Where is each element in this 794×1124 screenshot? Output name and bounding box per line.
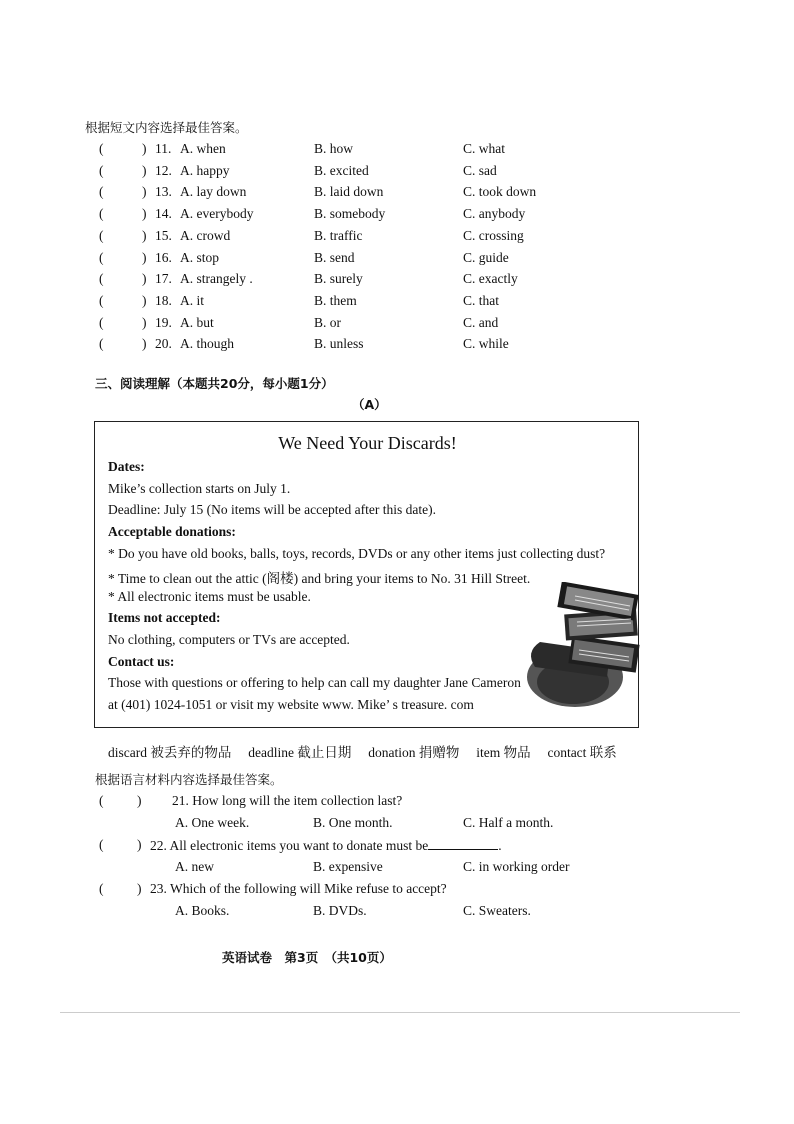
option-a: A. but [180, 314, 214, 330]
contact-heading: Contact us: [108, 654, 175, 669]
answer-paren: ( [99, 793, 104, 808]
passage-label: （A） [352, 397, 387, 412]
option-c: C. while [463, 336, 509, 352]
option-c: C. took down [463, 184, 537, 200]
section-heading: 三、阅读理解（本题共20分，每小题1分） [95, 376, 334, 391]
option-c: C. guide [463, 249, 509, 265]
cloze-instruction: 根据短文内容选择最佳答案。 [85, 120, 248, 135]
notice-line: No clothing, computers or TVs are accepted. [108, 632, 350, 647]
answer-paren: ( [99, 336, 104, 352]
notice-line: * Time to clean out the attic (阁楼) and bring your items to No. 31 Hill Street. [108, 571, 531, 586]
answer-paren: ( [99, 249, 104, 265]
answer-blank[interactable] [428, 837, 498, 850]
question-number: 18. [155, 292, 172, 308]
question-number: 13. [155, 184, 172, 200]
notice-box [94, 421, 639, 728]
answer-paren-close: ) [137, 881, 142, 896]
notice-line: * Do you have old books, balls, toys, records, DVDs or any other items just collecting dust? [108, 546, 606, 561]
option-c: C. sad [463, 162, 497, 178]
books-icon [527, 582, 640, 707]
notice-title: We Need Your Discards! [278, 433, 457, 453]
glossary: discard 被丢弃的物品 deadline 截止日期 donation 捐赠物 item 物品 contact 联系 [108, 745, 617, 760]
option-b: B. how [314, 141, 354, 156]
option-a: A. One week. [175, 815, 250, 830]
question-stem-end: . [498, 838, 502, 853]
answer-paren: ( [99, 184, 104, 200]
answer-paren: ( [99, 881, 104, 896]
option-c: C. and [463, 314, 499, 330]
answer-paren-close: ) [142, 292, 147, 308]
notice-line: Those with questions or offering to help can call my daughter Jane Cameron [108, 675, 521, 690]
answer-paren: ( [99, 162, 104, 178]
option-c: C. Half a month. [463, 815, 554, 830]
option-b: B. or [314, 314, 341, 330]
question-number: 15. [155, 227, 172, 243]
page-footer: 英语试卷 第3页 （共10页） [222, 950, 392, 965]
option-a: A. though [180, 336, 234, 352]
question-number: 12. [155, 162, 172, 178]
option-c: C. exactly [463, 271, 518, 287]
question-number: 17. [155, 271, 172, 287]
answer-paren-close: ) [142, 314, 147, 330]
answer-paren: ( [99, 227, 104, 243]
option-a: A. crowd [180, 227, 231, 243]
answer-paren-close: ) [137, 837, 142, 852]
option-b: B. surely [314, 271, 363, 287]
option-a: A. everybody [180, 206, 254, 222]
answer-paren-close: ) [142, 336, 147, 352]
option-c: C. in working order [463, 859, 570, 874]
option-b: B. One month. [313, 815, 393, 830]
notice-line: at (401) 1024-1051 or visit my website www. Mike’ s treasure. com [108, 697, 474, 712]
option-b: B. somebody [314, 206, 386, 222]
option-b: B. unless [314, 336, 364, 352]
question-stem [150, 837, 502, 854]
option-a: A. strangely . [180, 271, 253, 287]
notice-line: Deadline: July 15 (No items will be accepted after this date). [108, 502, 437, 517]
answer-paren-close: ) [142, 206, 147, 222]
question-number: 20. [155, 336, 172, 352]
option-c: C. crossing [463, 227, 524, 243]
answer-paren: ( [99, 206, 104, 222]
question-stem: 23. Which of the following will Mike refuse to accept? [150, 881, 447, 896]
answer-paren: ( [99, 141, 104, 156]
option-b: B. excited [314, 162, 369, 178]
not-accepted-heading: Items not accepted: [108, 610, 221, 625]
option-a: A. happy [180, 162, 230, 178]
books-illustration [515, 582, 640, 712]
notice-line: * All electronic items must be usable. [108, 589, 311, 604]
option-c: C. what [463, 141, 505, 156]
answer-paren-close: ) [142, 141, 147, 156]
answer-paren-close: ) [142, 271, 147, 287]
answer-paren-close: ) [142, 227, 147, 243]
answer-paren: ( [99, 837, 104, 852]
option-a: A. stop [180, 249, 220, 265]
question-number: 16. [155, 249, 172, 265]
option-b: B. laid down [314, 184, 384, 200]
option-b: B. them [314, 292, 357, 308]
answer-paren-close: ) [142, 249, 147, 265]
question-number: 19. [155, 314, 172, 330]
option-c: C. that [463, 292, 499, 308]
page-divider [60, 1012, 740, 1013]
option-c: C. anybody [463, 206, 526, 222]
answer-paren-close: ) [142, 162, 147, 178]
answer-paren: ( [99, 314, 104, 330]
dates-heading: Dates: [108, 459, 145, 474]
answer-paren: ( [99, 271, 104, 287]
answer-paren-close: ) [142, 184, 147, 200]
option-b: B. expensive [313, 859, 383, 874]
answer-paren-close: ) [137, 793, 142, 808]
option-a: A. new [175, 859, 214, 874]
notice-line: Mike’s collection starts on July 1. [108, 481, 291, 496]
acceptable-heading: Acceptable donations: [108, 524, 236, 539]
option-b: B. DVDs. [313, 903, 367, 918]
question-stem: 21. How long will the item collection last? [172, 793, 403, 808]
question-number: 11. [155, 141, 172, 156]
option-a: A. it [180, 292, 205, 308]
answer-paren: ( [99, 292, 104, 308]
reading-instruction: 根据语言材料内容选择最佳答案。 [95, 772, 283, 787]
option-b: B. send [314, 249, 355, 265]
option-c: C. Sweaters. [463, 903, 531, 918]
question-number: 14. [155, 206, 172, 222]
option-a: A. lay down [180, 184, 247, 200]
option-b: B. traffic [314, 227, 363, 243]
option-a: A. Books. [175, 903, 230, 918]
question-stem-text: 22. All electronic items you want to donate must be [150, 838, 429, 853]
option-a: A. when [180, 141, 226, 156]
